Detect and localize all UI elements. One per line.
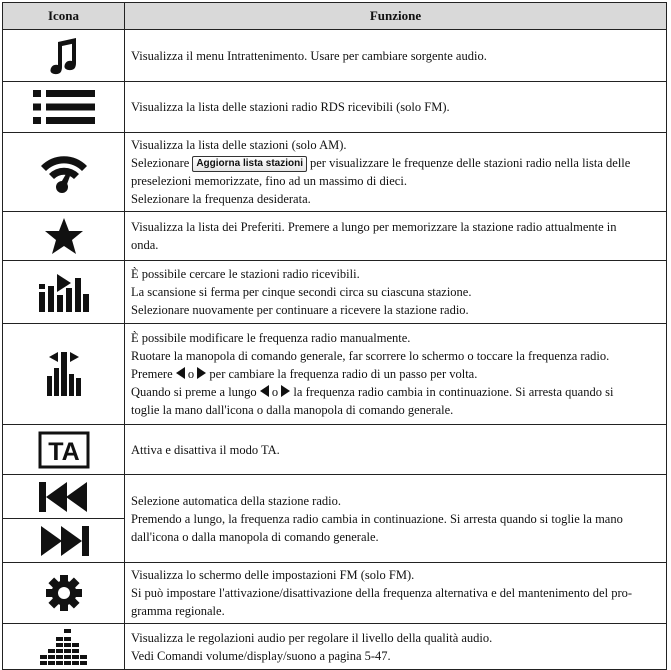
table-row [3,563,667,624]
left-arrow-icon [260,385,269,397]
function-text: Visualizza il menu Intrattenimento. Usare per cambiare sorgente audio. [131,48,487,63]
skip-forward-icon [39,525,89,557]
function-text: Visualizza la lista delle stazioni (solo AM). [131,138,347,152]
icon-function-table [2,2,667,670]
function-text: Si può impostare l'attivazione/disattivazione della frequenza alternativa e del mantenimento del pro- [131,586,633,600]
function-text [131,365,660,383]
star-icon [44,217,84,255]
function-text: Attiva e disattiva il modo TA. [131,442,280,457]
update-station-list-button[interactable]: Aggiorna lista stazioni [192,156,307,172]
function-cell [125,30,667,82]
table-header-row [3,3,667,30]
table-row [3,133,667,212]
function-text: Visualizza la lista delle stazioni radio RDS ricevibili (solo FM). [131,100,450,114]
text-fragment: Quando si preme a lungo [131,385,257,399]
table-row [3,30,667,82]
function-text: dall'icona o dalla manopola di comando generale. [131,529,379,544]
text-fragment: o [271,385,279,399]
function-cell [125,261,667,324]
table-row [3,261,667,324]
function-text [131,154,660,172]
icon-cell [3,30,125,82]
function-text: Selezione automatica della stazione radio. [131,493,341,508]
right-arrow-icon [197,367,206,379]
text-fragment: per cambiare la frequenza radio di un passo per volta. [209,367,478,381]
ta-icon [38,431,90,469]
function-text: Premendo a lungo, la frequenza radio cambia in continuazione. Si arresta quando si toglie la mano [131,511,623,526]
table-row [3,624,667,670]
ta-icon-text: TA [47,437,80,466]
function-text: La scansione si ferma per cinque secondi circa su ciascuna stazione. [131,285,472,299]
function-text: È possibile modificare le frequenza radio manualmente. [131,331,411,345]
text-fragment: o [187,367,195,381]
function-text: Ruotare la manopola di comando generale, far scorrere lo schermo o toccare la frequenza radio. [131,349,610,363]
icon-cell [3,563,125,624]
function-cell [125,324,667,425]
left-arrow-icon [176,367,185,379]
function-cell [125,212,667,261]
text-fragment: Premere [131,367,173,381]
function-text: È possibile cercare le stazioni radio ricevibili. [131,267,360,281]
header-icon: Icona [3,3,125,30]
function-text [131,383,660,401]
function-text: Visualizza la lista dei Preferiti. Premere a lungo per memorizzare la stazione radio attualmente in [131,220,617,234]
scan-icon [39,272,89,312]
tune-icon [47,352,81,396]
function-text: gramma regionale. [131,604,225,618]
gear-icon [45,574,83,612]
table-row [3,324,667,425]
text-fragment: per visualizzare le frequenze delle stazioni radio nella lista delle [310,156,631,170]
icon-cell [3,624,125,670]
skip-forward-cell [3,519,124,562]
function-text: preselezioni memorizzate, fino ad un massimo di dieci. [131,174,407,188]
icon-cell [3,324,125,425]
function-cell [125,475,667,563]
header-function: Funzione [125,3,667,30]
icon-cell [3,133,125,212]
text-fragment: la frequenza radio cambia in continuazione. Si arresta quando si [293,385,614,399]
icon-cell [3,475,125,563]
table-row [3,425,667,475]
function-text: Visualizza lo schermo delle impostazioni FM (solo FM). [131,568,415,582]
function-text: Selezionare nuovamente per continuare a ricevere la stazione radio. [131,303,469,317]
function-cell [125,624,667,670]
list-icon [33,89,95,125]
function-cell [125,133,667,212]
skip-icons [3,475,124,562]
function-text: Vedi Comandi volume/display/suono a pagina 5-47. [131,648,391,663]
text-fragment: Selezionare [131,156,190,170]
function-cell [125,563,667,624]
function-text: onda. [131,238,159,252]
skip-back-cell [3,475,124,519]
icon-cell [3,212,125,261]
table-row [3,475,667,563]
right-arrow-icon [281,385,290,397]
music-note-icon [49,36,79,76]
icon-cell [3,425,125,475]
function-cell [125,82,667,133]
function-text: Visualizza le regolazioni audio per regolare il livello della qualità audio. [131,630,493,645]
function-text: toglie la mano dall'icona o dalla manopola di comando generale. [131,403,454,417]
table-row [3,212,667,261]
function-text: Selezionare la frequenza desiderata. [131,192,311,206]
icon-cell [3,82,125,133]
icon-cell [3,261,125,324]
table-row [3,82,667,133]
function-cell [125,425,667,475]
equalizer-icon [40,627,88,667]
skip-back-icon [39,481,89,513]
signal-wedge-icon [38,150,90,194]
